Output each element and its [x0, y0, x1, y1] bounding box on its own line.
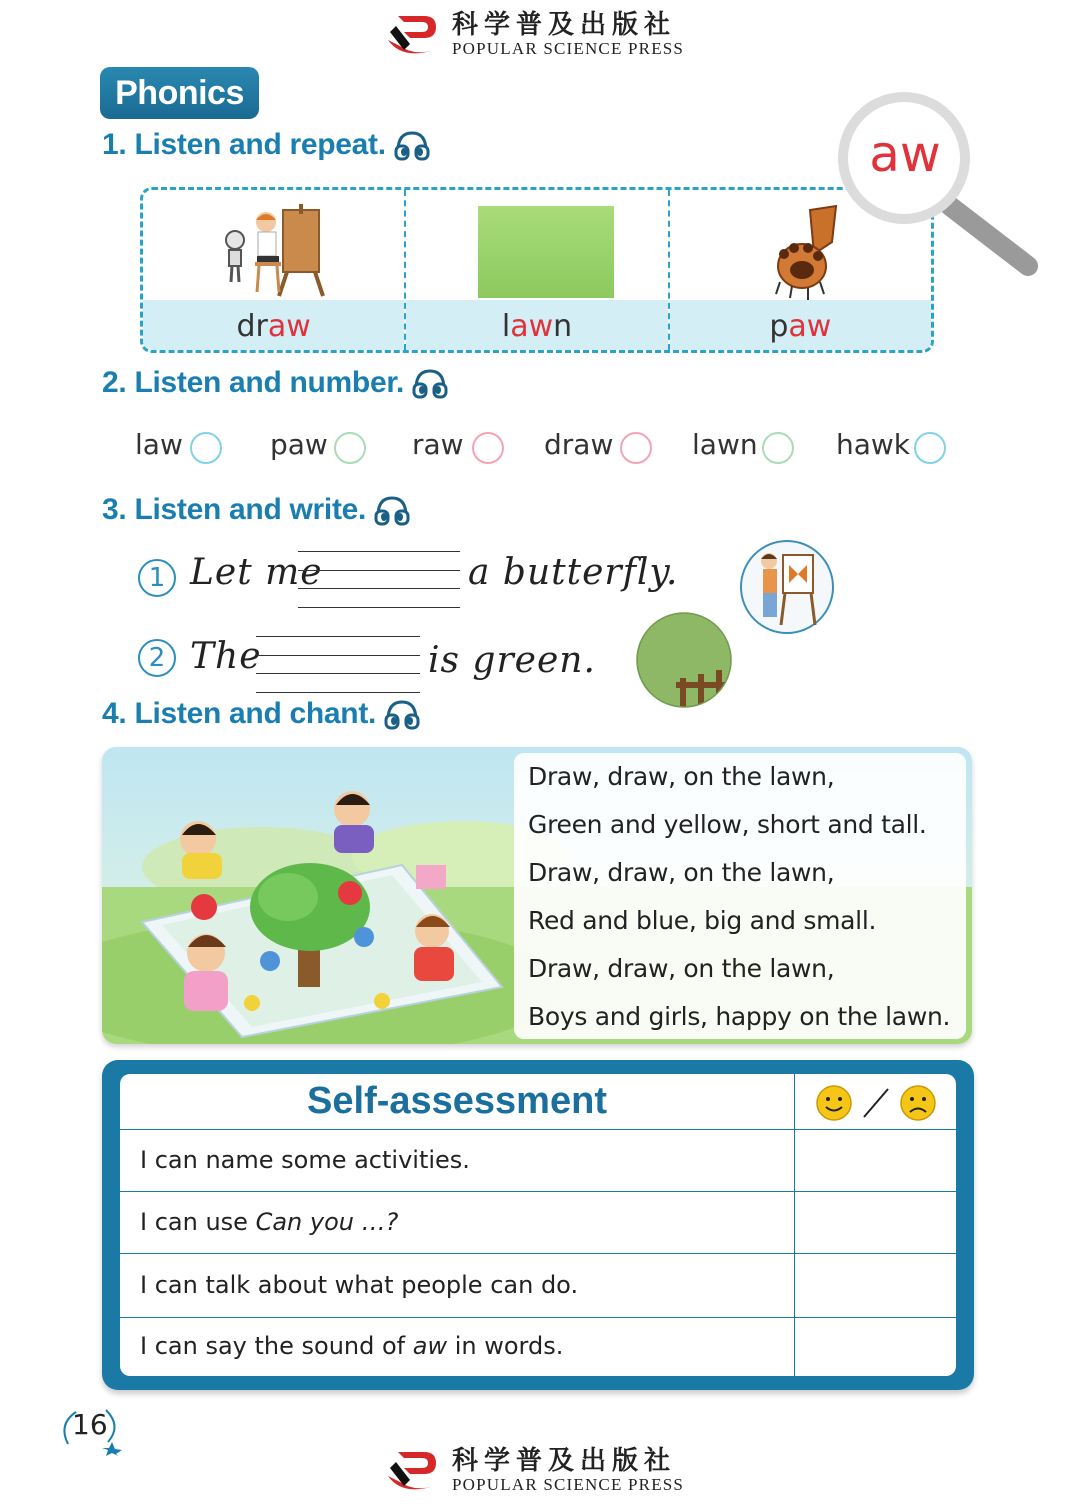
number-item-lawn: lawn [692, 428, 758, 461]
chant-text-panel [514, 753, 966, 1039]
sentence-number: 2 [138, 639, 176, 677]
self-assessment-answer-cell[interactable] [796, 1254, 956, 1318]
number-answer-circle[interactable] [472, 432, 504, 464]
self-assessment-title: Self-assessment [307, 1080, 607, 1122]
sentence1-after: a butterfly. [468, 552, 679, 593]
repeat-word-box [140, 187, 934, 353]
publisher-logo-icon [384, 1446, 442, 1496]
part4-heading-text: 4. Listen and chant. [102, 697, 377, 730]
headphones-icon[interactable] [374, 494, 410, 526]
sentence1-before: Let me [190, 552, 323, 593]
part1-heading-text: 1. Listen and repeat. [102, 128, 386, 161]
chant-line: Draw, draw, on the lawn, [528, 954, 835, 983]
number-item-paw: paw [270, 428, 328, 461]
chant-line: Boys and girls, happy on the lawn. [528, 1002, 951, 1031]
lawn-circle-picture [636, 612, 732, 708]
publisher-name-cn: 科学普及出版社 [452, 10, 677, 40]
publisher-name-cn: 科学普及出版社 [452, 1446, 677, 1476]
chant-line: Draw, draw, on the lawn, [528, 858, 835, 887]
lawn-picture [478, 206, 614, 298]
self-assessment-header [120, 1074, 956, 1130]
page-number: 16 [56, 1408, 92, 1441]
page-number-swoosh-icon [56, 1404, 128, 1456]
self-assessment-answer-cell[interactable] [796, 1192, 956, 1254]
boy-painting-butterfly-picture [739, 539, 835, 635]
chant-line: Green and yellow, short and tall. [528, 810, 927, 839]
word-card-lawn[interactable] [406, 190, 669, 350]
writing-lines-2[interactable] [256, 636, 420, 693]
publisher-footer [384, 1446, 684, 1496]
publisher-logo-icon [384, 10, 442, 60]
sound-focus-text: aw [869, 125, 941, 183]
self-assessment-row: I can say the sound of aw in words. [120, 1318, 956, 1376]
writing-lines-1[interactable] [298, 551, 460, 608]
part1-heading [102, 128, 430, 162]
headphones-icon[interactable] [384, 698, 420, 730]
number-answer-circle[interactable] [914, 432, 946, 464]
chant-line: Red and blue, big and small. [528, 906, 877, 935]
publisher-header-top [384, 10, 684, 60]
number-answer-circle[interactable] [334, 432, 366, 464]
publisher-name-en: POPULAR SCIENCE PRESS [452, 1475, 685, 1494]
number-item-draw: draw [544, 428, 614, 461]
self-assessment-answer-cell[interactable] [796, 1318, 956, 1376]
sentence-number: 1 [138, 559, 176, 597]
publisher-name-en: POPULAR SCIENCE PRESS [452, 39, 685, 58]
word-paw: paw [769, 309, 832, 344]
self-assessment-answer-cell[interactable] [796, 1130, 956, 1192]
part2-heading [102, 366, 448, 400]
smile-frown-icons [814, 1083, 938, 1123]
part3-heading [102, 493, 410, 527]
number-item-law: law [135, 428, 183, 461]
number-item-raw: raw [412, 428, 464, 461]
section-tab: Phonics [100, 67, 259, 119]
headphones-icon[interactable] [412, 367, 448, 399]
sentence2-after: is green. [428, 640, 596, 681]
part4-heading [102, 697, 420, 731]
word-card-draw[interactable] [143, 190, 406, 350]
sentence2-before: The [190, 636, 262, 677]
part3-heading-text: 3. Listen and write. [102, 493, 367, 526]
self-assessment-row: I can use Can you …? [120, 1192, 956, 1254]
headphones-icon[interactable] [394, 129, 430, 161]
self-assessment-row: I can name some activities. [120, 1130, 956, 1192]
girl-drawing-picture [221, 200, 331, 298]
number-item-hawk: hawk [836, 428, 911, 461]
number-answer-circle[interactable] [620, 432, 652, 464]
number-answer-circle[interactable] [190, 432, 222, 464]
part2-heading-text: 2. Listen and number. [102, 366, 405, 399]
word-draw: draw [236, 309, 311, 344]
self-assessment-row: I can talk about what people can do. [120, 1254, 956, 1318]
number-answer-circle[interactable] [762, 432, 794, 464]
chant-panel [102, 747, 972, 1044]
magnifier-icon [832, 88, 1042, 288]
self-assessment-table [102, 1060, 974, 1390]
word-lawn: lawn [501, 309, 573, 344]
chant-line: Draw, draw, on the lawn, [528, 762, 835, 791]
